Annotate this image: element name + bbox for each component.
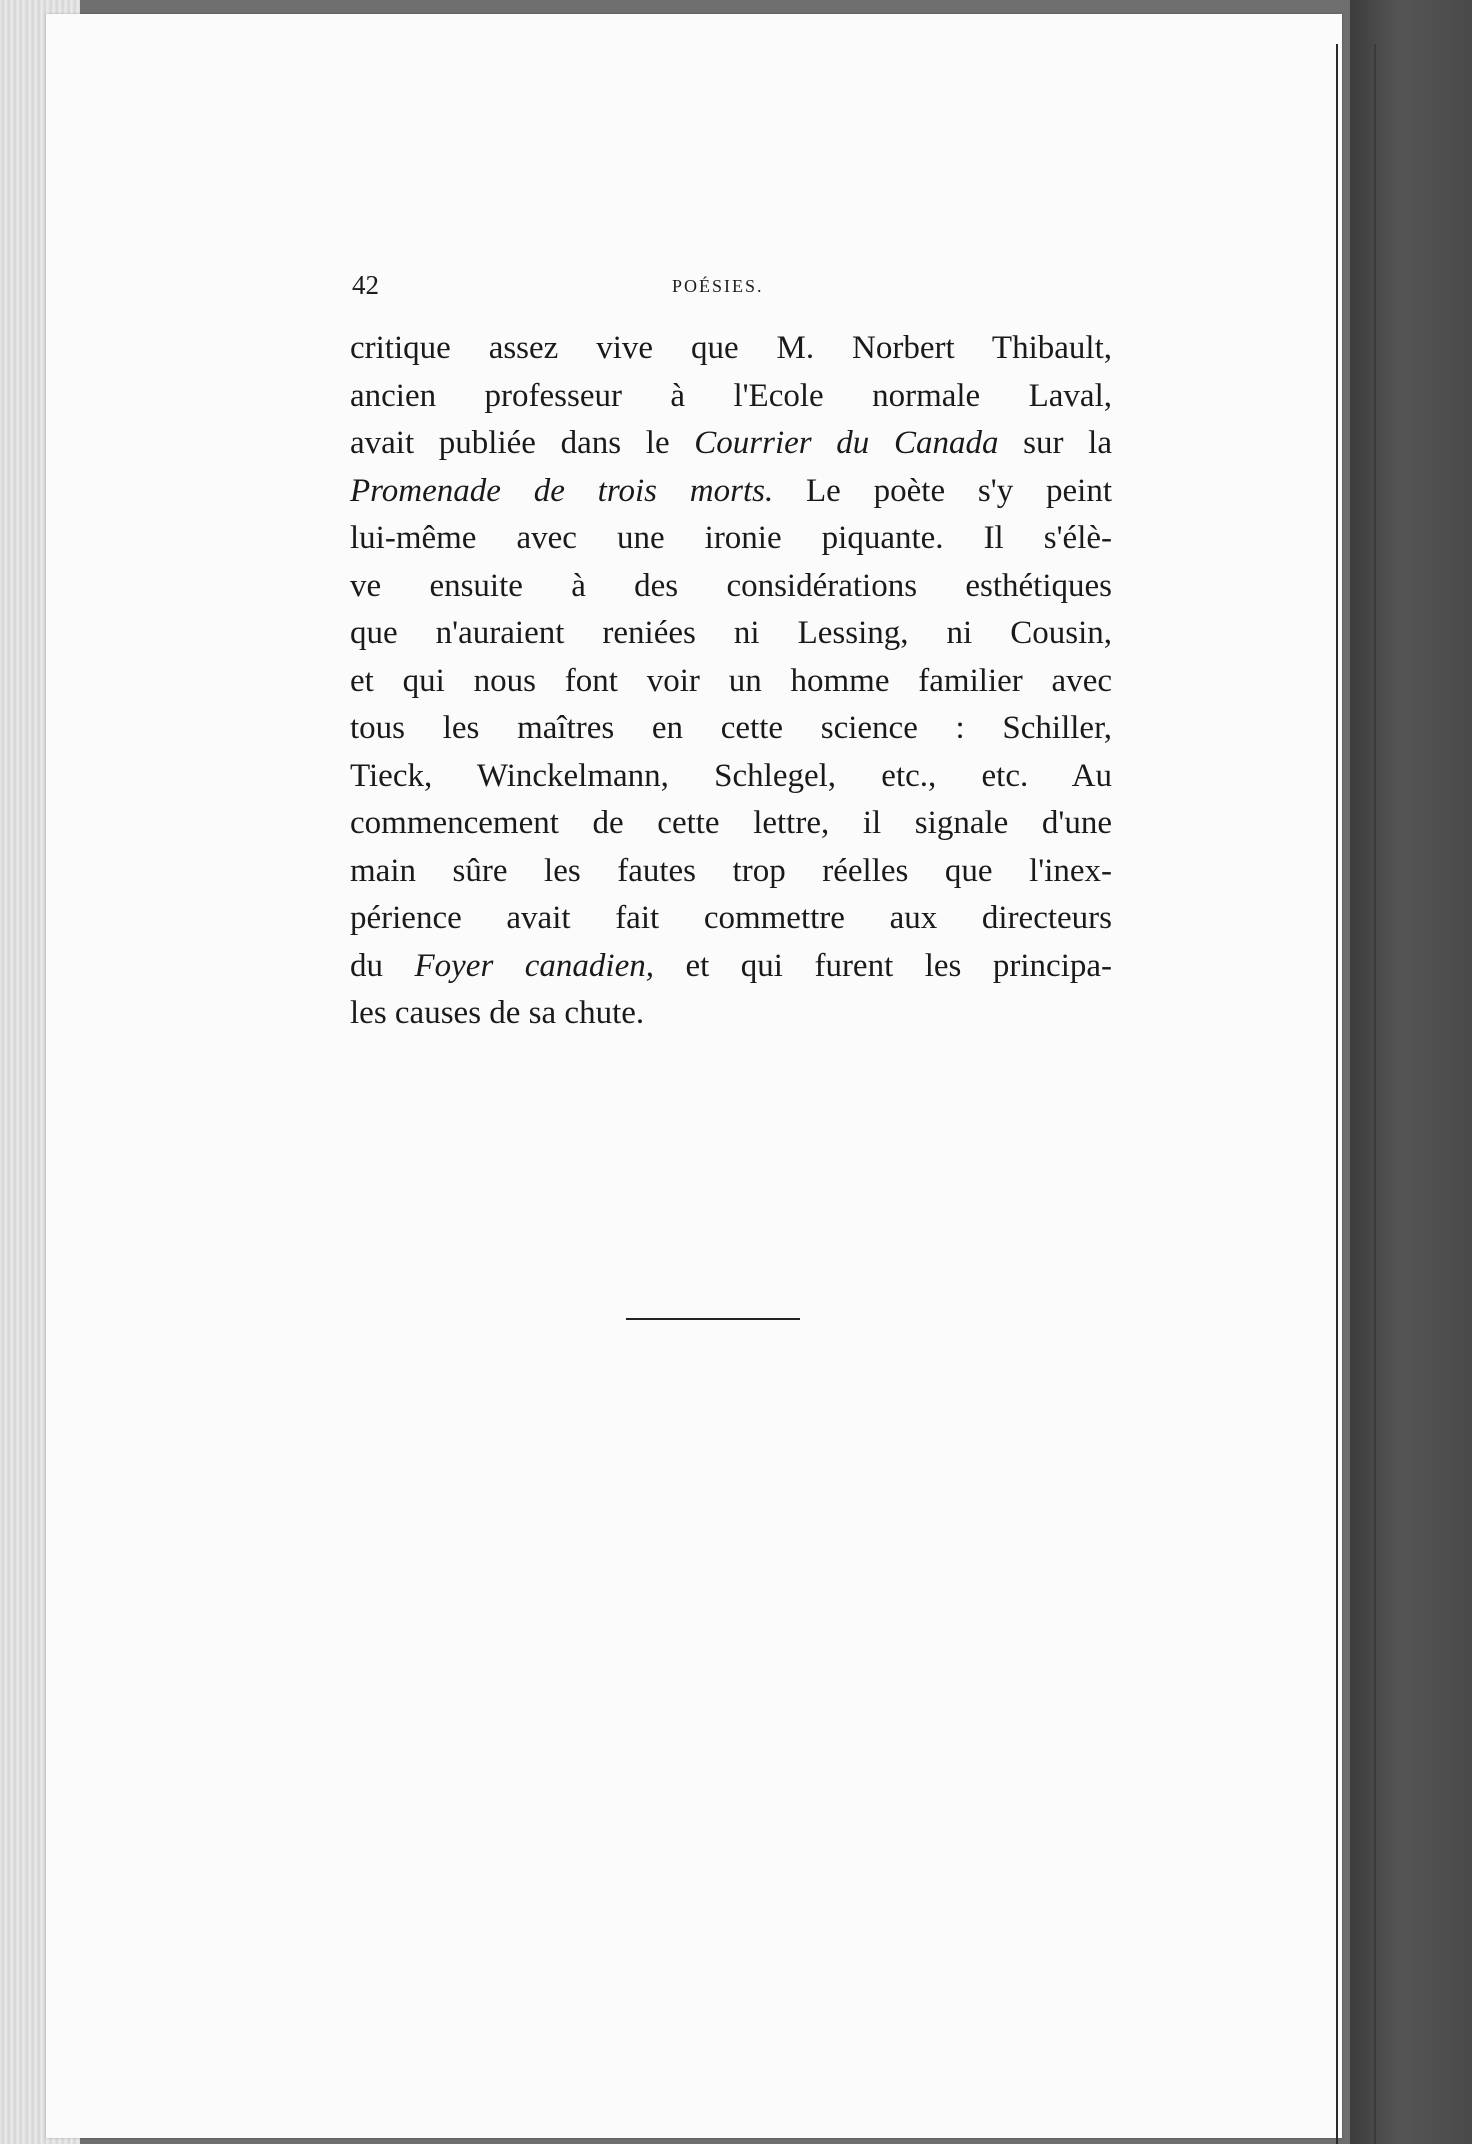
text-line: lui-même avec une ironie piquante. Il s'élè-: [350, 520, 1112, 556]
italic-title: Courrier du Canada: [694, 425, 999, 461]
text-line: Tieck, Winckelmann, Schlegel, etc., etc. Au: [350, 757, 1112, 794]
text-line: ancien professeur à l'Ecole normale Laval,: [350, 377, 1112, 414]
text-line: critique assez vive que M. Norbert Thibault,: [350, 330, 1112, 366]
book-cover-edge: [1350, 0, 1472, 2144]
text-line: les causes de sa chute.: [350, 995, 645, 1031]
italic-title: Promenade de trois morts.: [350, 472, 774, 509]
text-line: Promenade de trois morts. Le poète s'y peint: [350, 472, 1112, 509]
text-line: et qui nous font voir un homme familier avec: [350, 662, 1112, 699]
running-head: POÉSIES.: [672, 276, 764, 296]
text-line: que n'auraient reniées ni Lessing, ni Cousin,: [350, 615, 1112, 651]
section-separator-rule: [626, 1318, 800, 1320]
page-header: [352, 270, 1110, 306]
text-line: périence avait fait commettre aux directeurs: [350, 900, 1112, 936]
italic-title: Foyer canadien,: [414, 947, 654, 984]
text-line: main sûre les fautes trop réelles que l'inex-: [350, 852, 1112, 889]
body-paragraph: [350, 325, 1112, 1038]
text-line: avait publiée dans le Courrier du Canada sur la: [350, 425, 1112, 461]
text-line: commencement de cette lettre, il signale d'une: [350, 805, 1112, 841]
page-number: 42: [352, 270, 379, 300]
text-line: tous les maîtres en cette science : Schiller,: [350, 710, 1112, 746]
text-line: ve ensuite à des considérations esthétiques: [350, 567, 1112, 604]
page-fold-line: [1374, 44, 1376, 2144]
page-fold-line: [1336, 44, 1338, 2144]
text-line: du Foyer canadien, et qui furent les principa-: [350, 947, 1113, 984]
